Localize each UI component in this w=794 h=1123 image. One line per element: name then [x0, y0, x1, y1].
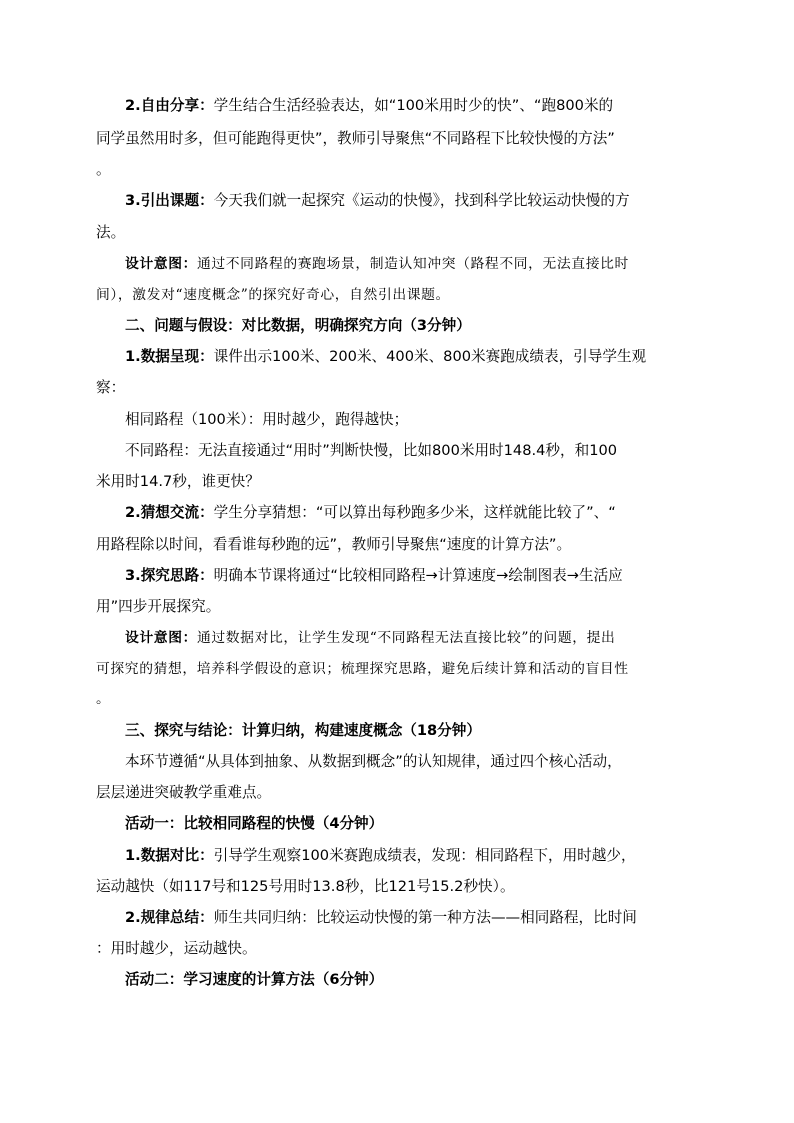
text-line: 不同路程：无法直接通过“用时”判断快慢，比如800米用时148.4秒，和100: [125, 442, 618, 459]
section-heading-3: 三、探究与结论：计算归纳，构建速度概念（18分钟）: [125, 722, 481, 739]
step-label: 2.猜想交流：: [125, 504, 214, 521]
text-line: 法。: [96, 224, 126, 241]
paragraph-intro-topic: [125, 186, 725, 216]
activity-heading-1: 活动一：比较相同路程的快慢（4分钟）: [125, 815, 384, 832]
step-label: 2.自由分享：: [125, 97, 214, 114]
step-label: 1.数据呈现：: [125, 348, 214, 365]
text-line: 可探究的猜想，培养科学假设的意识；梳理探究思路，避免后续计算和活动的盲目性: [96, 661, 629, 677]
paragraph-rule-summary: [125, 903, 725, 933]
paragraph-data-compare: [125, 841, 725, 871]
step-label: 3.引出课题：: [125, 192, 214, 209]
step-label: 1.数据对比：: [125, 847, 214, 864]
text-line: 察：: [96, 379, 126, 396]
text-line: 。: [96, 161, 111, 178]
section-heading-2: 二、问题与假设：对比数据，明确探究方向（3分钟）: [125, 317, 471, 334]
text-line: 间），激发对“速度概念”的探究好奇心，自然引出课题。: [96, 287, 450, 303]
text-line: 用”四步开展探究。: [96, 598, 221, 615]
design-intent-label: 设计意图：: [125, 630, 197, 646]
text-line: ：用时越少，运动越快。: [96, 940, 257, 957]
step-label: 3.探究思路：: [125, 567, 214, 584]
design-intent-text: 通过不同路程的赛跑场景，制造认知冲突（路程不同，无法直接比时: [196, 256, 629, 272]
step-text: 今天我们就一起探究《运动的快慢》，找到科学比较运动快慢的方: [213, 192, 630, 209]
design-intent-2: [125, 623, 725, 653]
step-text: 学生分享猜想：“可以算出每秒跑多少米，这样就能比较了”、“: [213, 504, 616, 521]
paragraph-data-present: [125, 342, 725, 372]
paragraph-free-share: [125, 91, 725, 121]
text-line: 相同路程（100米）：用时越少，跑得越快；: [125, 411, 409, 428]
design-intent-text: 通过数据对比，让学生发现“不同路程无法直接比较”的问题，提出: [196, 630, 616, 646]
step-label: 2.规律总结：: [125, 909, 214, 926]
text-line: 本环节遵循“从具体到抽象、从数据到概念”的认知规律，通过四个核心活动，: [125, 753, 622, 770]
text-line: 米用时14.7秒，谁更快？: [96, 473, 260, 490]
text-line: 同学虽然用时多，但可能跑得更快”，教师引导聚焦“不同路程下比较快慢的方法”: [96, 130, 615, 147]
paragraph-explore-idea: [125, 561, 725, 591]
design-intent-label: 设计意图：: [125, 256, 197, 272]
activity-heading-2: 活动二：学习速度的计算方法（6分钟）: [125, 971, 384, 988]
paragraph-guess: [125, 498, 725, 528]
design-intent-1: [125, 249, 725, 279]
text-line: 。: [96, 691, 111, 707]
step-text: 师生共同归纳：比较运动快慢的第一种方法——相同路程，比时间: [213, 909, 637, 926]
step-text: 学生结合生活经验表达，如“100米用时少的快”、“跑800米的: [213, 97, 614, 114]
text-line: 层层递进突破教学重难点。: [96, 784, 272, 801]
text-line: 用路程除以时间，看看谁每秒跑的远”，教师引导聚焦“速度的计算方法”。: [96, 536, 572, 553]
text-line: 运动越快（如117号和125号用时13.8秒，比121号15.2秒快）。: [96, 878, 515, 895]
step-text: 课件出示100米、200米、400米、800米赛跑成绩表，引导学生观: [213, 348, 647, 365]
step-text: 引导学生观察100米赛跑成绩表，发现：相同路程下，用时越少，: [213, 847, 636, 864]
step-text: 明确本节课将通过“比较相同路程→计算速度→绘制图表→生活应: [213, 567, 623, 584]
